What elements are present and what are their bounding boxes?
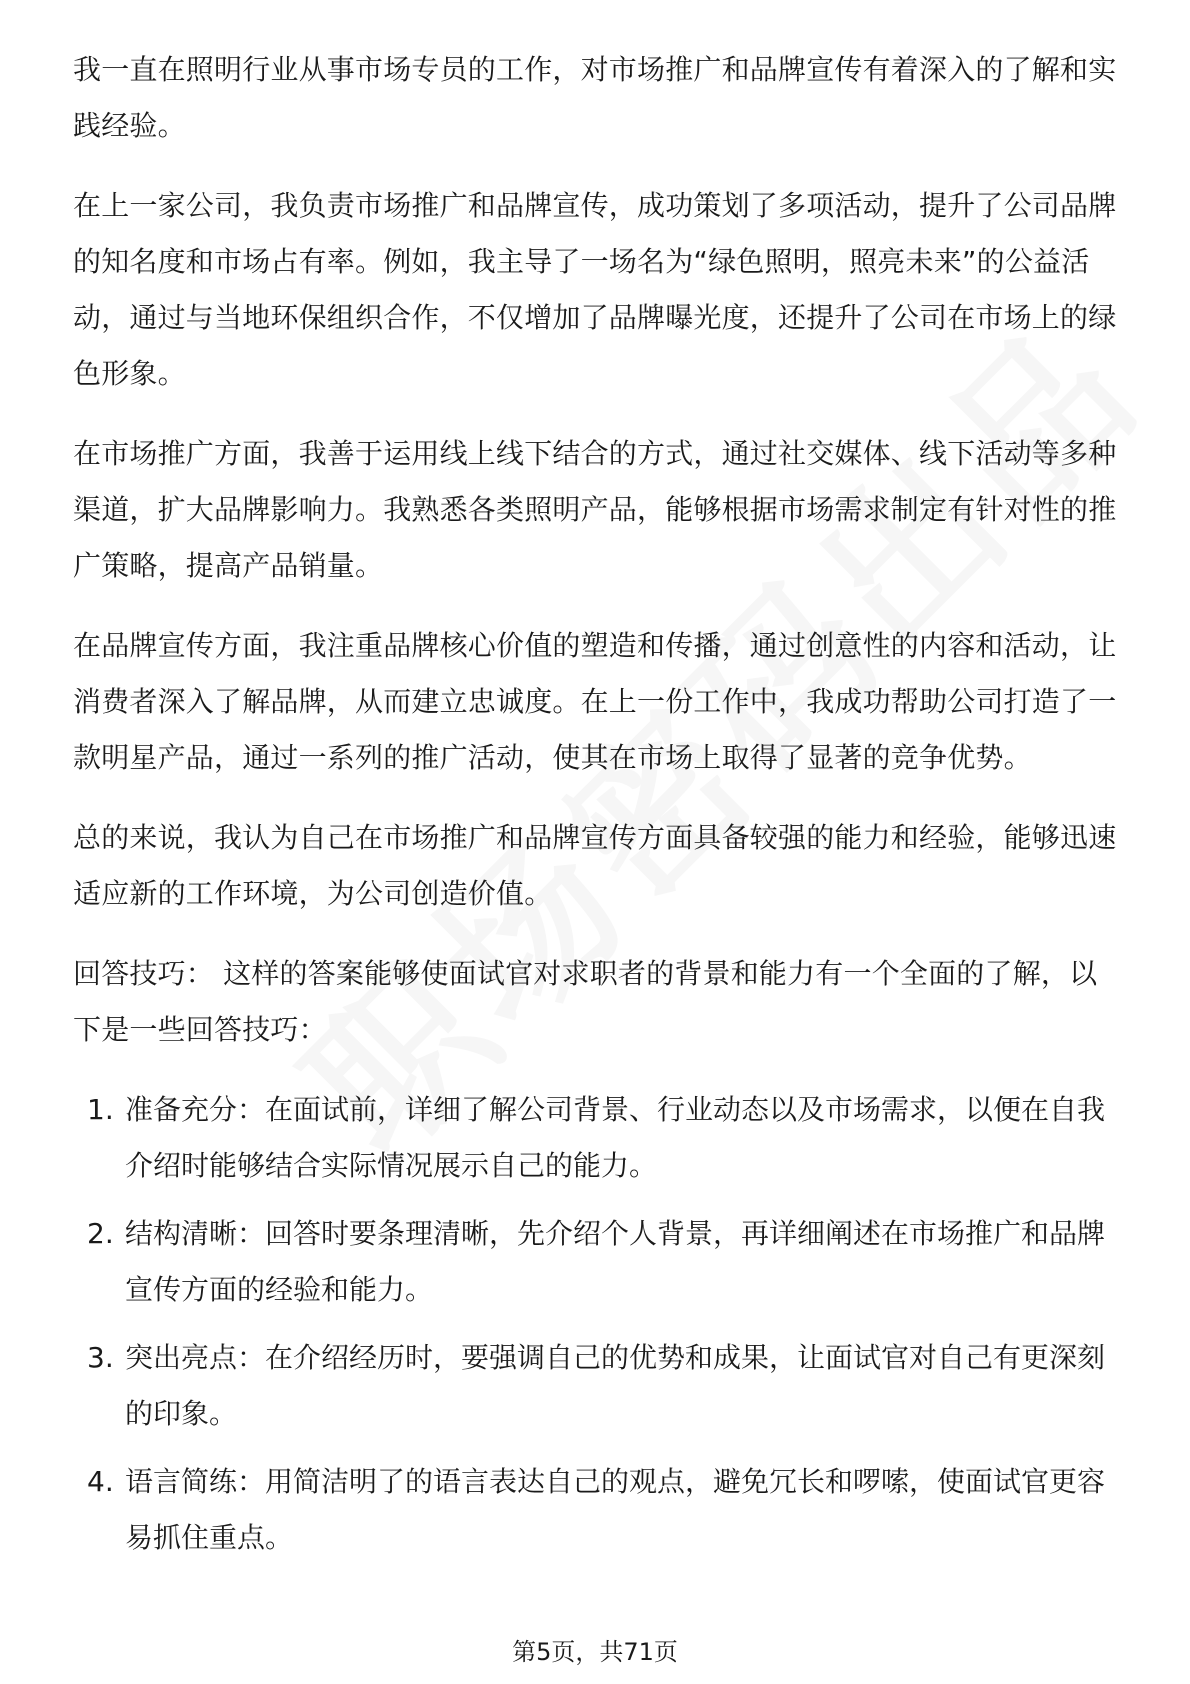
list-item-number: 1. <box>87 1093 114 1126</box>
document-body <box>73 42 1123 1578</box>
list-item-text: 结构清晰：回答时要条理清晰，先介绍个人背景，再详细阐述在市场推广和品牌宣传方面的经验和能力。 <box>125 1217 1106 1306</box>
paragraph-brand-promotion: 在品牌宣传方面，我注重品牌核心价值的塑造和传播，通过创意性的内容和活动，让消费者深入了解品牌，从而建立忠诚度。在上一份工作中，我成功帮助公司打造了一款明星产品，通过一系列的推广活动，使其在市场上取得了显著的竞争优势。 <box>73 629 1117 774</box>
list-item-text: 突出亮点：在介绍经历时，要强调自己的优势和成果，让面试官对自己有更深刻的印象。 <box>125 1341 1106 1430</box>
list-item <box>73 1082 1123 1194</box>
list-item <box>73 1454 1123 1566</box>
list-item-text: 语言简练：用简洁明了的语言表达自己的观点，避免冗长和啰嗦，使面试官更容易抓住重点。 <box>125 1465 1106 1554</box>
paragraph-previous-company: 在上一家公司，我负责市场推广和品牌宣传，成功策划了多项活动，提升了公司品牌的知名度和市场占有率。例如，我主导了一场名为“绿色照明，照亮未来”的公益活动，通过与当地环保组织合作，不仅增加了品牌曝光度，还提升了公司在市场上的绿色形象。 <box>73 189 1117 390</box>
list-item <box>73 1330 1123 1442</box>
list-item-number: 2. <box>87 1217 114 1250</box>
list-item-text: 准备充分：在面试前，详细了解公司背景、行业动态以及市场需求，以便在自我介绍时能够结合实际情况展示自己的能力。 <box>125 1093 1106 1182</box>
list-item-number: 4. <box>87 1465 114 1498</box>
paragraph-summary: 总的来说，我认为自己在市场推广和品牌宣传方面具备较强的能力和经验，能够迅速适应新的工作环境，为公司创造价值。 <box>73 821 1117 910</box>
page-number-footer: 第5页，共71页 <box>512 1638 678 1666</box>
paragraph-market-promotion: 在市场推广方面，我善于运用线上线下结合的方式，通过社交媒体、线下活动等多种渠道，扩大品牌影响力。我熟悉各类照明产品，能够根据市场需求制定有针对性的推广策略，提高产品销量。 <box>73 437 1117 582</box>
paragraph-answer-tips-intro: 回答技巧： 这样的答案能够使面试官对求职者的背景和能力有一个全面的了解，以下是一些回答技巧： <box>73 957 1098 1046</box>
tips-list <box>73 1082 1123 1566</box>
list-item-number: 3. <box>87 1341 114 1374</box>
list-item <box>73 1206 1123 1318</box>
paragraph-intro: 我一直在照明行业从事市场专员的工作，对市场推广和品牌宣传有着深入的了解和实践经验。 <box>73 53 1117 142</box>
